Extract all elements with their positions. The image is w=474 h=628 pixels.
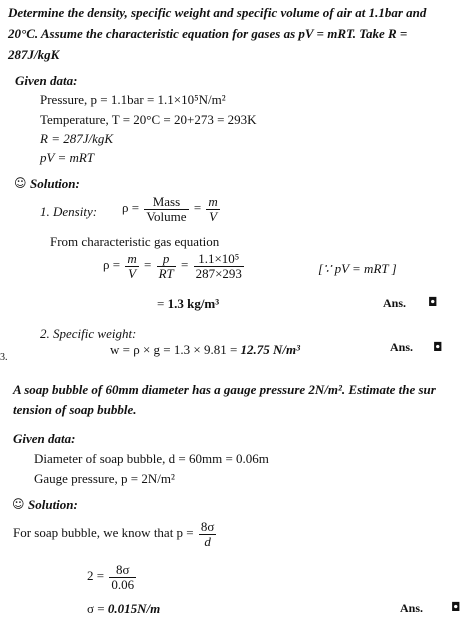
specific-weight-prefix: w = ρ × g = 1.3 × 9.81 = [110,342,241,357]
mass-over-volume [144,195,188,223]
density-derivation [103,252,246,280]
density-result-value: 1.3 kg/m³ [167,296,220,311]
ans-label-density: Ans. [383,296,407,310]
from-gas-equation-text: From characteristic gas equation [50,234,220,249]
density-result [157,297,219,310]
density-label: 1. Density: [40,204,98,219]
density-formula [122,195,222,223]
p-numerator: p [157,252,176,267]
numeric-numerator: 1.1×10⁵ [194,252,244,267]
m-numerator: m [127,251,137,266]
problem2-given-heading: Given data: [13,431,76,446]
eight-sigma-numerator: 8σ [109,563,136,578]
v-denominator: V [128,265,137,281]
specific-weight-result: 12.75 N/m³ [240,342,301,357]
m-over-v [125,252,138,280]
m-over-v [206,195,219,223]
eight-sigma-numerator: 8σ [200,519,215,534]
sigma-prefix: σ = [87,601,108,616]
margin-number: 3. [0,352,8,363]
problem1-given-heading: Given data: [15,73,78,88]
given-gas-constant: R = 287J/kgK [40,131,114,146]
ans-label-weight: Ans. [390,340,414,354]
two-equals: 2 = [87,568,105,584]
problem1-statement-line1: Determine the density, specific weight and specific volume of air at 1.1bar and [8,5,427,20]
end-mark-icon: ◘ [451,600,461,614]
problem1-solution-heading: Solution: [30,176,80,191]
problem1-statement-line3: 287J/kgK [8,47,60,62]
because-note: [∵ pV = mRT ] [318,261,397,276]
end-mark-icon: ◘ [433,340,443,354]
problem2-solution-heading: Solution: [28,497,78,512]
m-numerator: m [208,194,218,209]
specific-weight-equation [110,343,300,356]
numeric-fraction [194,252,244,280]
substitution-equation [87,563,138,591]
result-prefix: = [157,296,168,311]
mass-numerator: Mass [144,195,188,210]
given-temperature: Temperature, T = 20°C = 20+273 = 293K [40,112,257,127]
ans-label-sigma: Ans. [400,601,424,615]
eight-sigma-over-value [109,563,136,591]
sigma-result-line [87,602,160,615]
given-pressure: Pressure, p = 1.1bar = 1.1×10⁵N/m² [40,92,226,107]
smiley-icon: ☺ [12,497,25,511]
p-over-rt [157,252,176,280]
given-gauge-pressure: Gauge pressure, p = 2N/m² [34,471,175,486]
smiley-icon: ☺ [14,176,27,190]
specific-weight-label: 2. Specific weight: [40,326,137,341]
equals-sign: = [193,200,202,216]
eight-sigma-over-d [199,520,217,548]
know-text: For soap bubble, we know that p = [13,525,194,541]
v-denominator: V [209,208,218,224]
equals-sign: = [112,257,121,273]
value-denominator: 0.06 [111,576,135,592]
given-diameter: Diameter of soap bubble, d = 60mm = 0.06m [34,451,269,466]
numeric-denominator: 287×293 [195,265,242,281]
problem2-statement-line2: tension of soap bubble. [13,402,137,417]
d-denominator: d [204,533,211,549]
equals-sign: = [131,200,140,216]
sigma-result: 0.015N/m [107,601,161,616]
rt-denominator: RT [158,265,174,281]
end-mark-icon: ◘ [428,295,438,309]
rho-symbol: ρ [103,257,110,273]
equals-sign: = [143,257,152,273]
equals-sign: = [181,257,189,273]
rho-symbol: ρ [122,200,129,216]
problem1-statement-line2: 20°C. Assume the characteristic equation for gases as pV = mRT. Take R = [8,26,408,41]
soap-bubble-formula [13,520,218,548]
given-gas-equation: pV = mRT [40,150,95,165]
volume-denominator: Volume [146,208,187,224]
problem2-statement-line1: A soap bubble of 60mm diameter has a gauge pressure 2N/m². Estimate the sur [13,382,436,397]
